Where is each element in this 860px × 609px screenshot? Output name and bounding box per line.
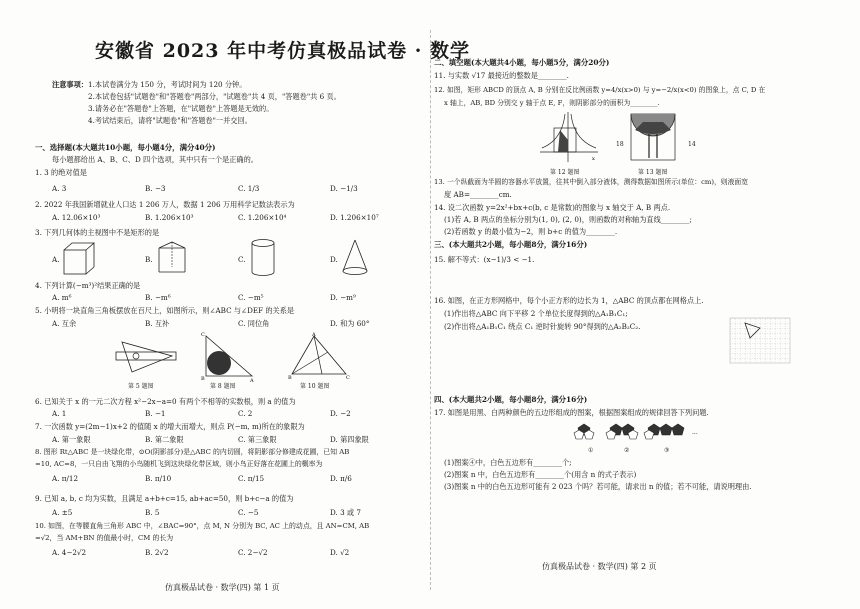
q6-option-b: B. −1 — [145, 409, 166, 418]
q14-stem: 14. 设二次函数 y=2x²+bx+c(b, c 是常数)的图象与 x 轴交于 A, B 两点. — [434, 203, 671, 212]
svg-text:A: A — [312, 332, 316, 338]
figure-q17-label-2: ② — [624, 447, 630, 454]
q10-option-c: C. 2−√2 — [238, 548, 268, 557]
q3-option-c: C. — [238, 255, 246, 264]
figure-q17-ellipsis: ... — [692, 429, 698, 436]
q5-option-c: C. 同位角 — [238, 319, 270, 328]
q3-option-a: A. — [52, 255, 60, 264]
q10-stem-line1: 10. 如图，在等腰直角三角形 ABC 中，∠BAC=90°，点 M, N 分别为 BC, AC 上的动点，且 AN=CM, AB — [35, 522, 370, 530]
q10-stem-line2: =√2，当 AM+BN 的值最小时，CM 的长为 — [35, 534, 174, 542]
q7-option-a: A. 第一象限 — [52, 435, 91, 444]
q6-stem: 6. 已知关于 x 的一元二次方程 x²−2x−a=0 有两个不相等的实数根，则 a 的值为 — [35, 397, 296, 406]
q7-option-d: D. 第四象限 — [330, 435, 369, 444]
q16-stem: 16. 如图，在正方形网格中，每个小正方形的边长为 1，△ABC 的顶点都在网格点上. — [434, 296, 704, 305]
note-2: 2.本试卷包括"试题卷"和"答题卷"两部分，"试题卷"共 4 页，"答题卷"共 6 页。 — [88, 92, 341, 101]
svg-text:C: C — [346, 375, 350, 381]
q4-stem: 4. 下列计算(−m³)²结果正确的是 — [35, 281, 141, 290]
q6-option-a: A. 1 — [52, 409, 67, 418]
figure-q17-label-1: ① — [588, 447, 594, 454]
footer-right: 仿真极品试卷 · 数学(四) 第 2 页 — [542, 562, 657, 571]
figure-q13-caption: 第 13 题图 — [638, 169, 668, 176]
q10-option-d: D. √2 — [330, 548, 350, 557]
q15-stem: 15. 解不等式：(x−1)/3 < −1. — [434, 255, 535, 264]
figure-q13-container — [625, 112, 687, 164]
q2-option-c: C. 1.206×10⁴ — [238, 213, 287, 222]
note-3: 3.请务必在"答题卷"上答题，在"试题卷"上答题是无效的。 — [88, 104, 274, 113]
q9-option-d: D. 3 或 7 — [330, 508, 361, 517]
q2-option-d: D. 1.206×10⁷ — [330, 213, 379, 222]
q6-option-c: C. 2 — [238, 409, 253, 418]
q11-stem: 11. 与实数 √17 最接近的整数是________. — [434, 71, 569, 80]
figure-q8-incircle — [200, 330, 256, 382]
q10-option-b: B. 2√2 — [145, 548, 169, 557]
q13-stem-line1: 13. 一个纵截面为半圆的容器水平放置，往其中倒入部分液体，测得数据如图所示(单位：cm)，则液面宽 — [434, 178, 748, 186]
q8-stem-line1: 8. 图形 Rt△ABC 是一块绿化带，⊙O(阴影部分)是△ABC 的内切圆，将阴影部分修建成花圃，已知 AB — [35, 448, 350, 456]
figure-q13-dim-14: 14 — [688, 141, 696, 148]
triangular-prism-figure — [156, 240, 188, 276]
q4-option-b: B. −m⁶ — [145, 293, 171, 302]
note-4: 4.考试结束后，请将"试题卷"和"答题卷"一并交回。 — [88, 116, 252, 125]
svg-text:x: x — [592, 156, 595, 162]
q1-option-c: C. 1/3 — [238, 184, 260, 193]
q3-stem: 3. 下列几何体的主视图中不是矩形的是 — [35, 228, 160, 237]
q7-option-b: B. 第二象限 — [145, 435, 184, 444]
q9-option-c: C. −5 — [238, 508, 259, 517]
q3-option-d: D. — [330, 255, 338, 264]
q16-part2: (2)作出将△A₁B₁C₁ 绕点 C₁ 逆时针旋转 90°得到的△A₂B₂C₂. — [444, 322, 641, 331]
notes-label: 注意事项： — [52, 80, 88, 89]
q8-option-d: D. π/6 — [330, 474, 352, 483]
q16-part1: (1)作出将△ABC 向下平移 2 个单位长度得到的△A₁B₁C₁; — [444, 309, 628, 318]
q8-stem-line2: =10, AC=8，一只自由飞翔的小鸟随机飞到这块绿化带区域，则小鸟正好落在花圃上的概率为 — [35, 460, 323, 468]
q1-option-d: D. −1/3 — [330, 184, 358, 193]
q5-option-a: A. 互余 — [52, 319, 77, 328]
q17-stem: 17. 如图是用黑、白两种颜色的五边形组成的图案，根据图案组成的规律回答下列问题. — [434, 408, 709, 417]
q1-stem: 1. 3 的绝对值是 — [35, 168, 87, 177]
q2-option-b: B. 1.206×10³ — [145, 213, 194, 222]
q17-part1: (1)图案④中，白色五边形有________个; — [444, 458, 572, 467]
q9-option-b: B. 5 — [145, 508, 160, 517]
q7-option-c: C. 第三象限 — [238, 435, 277, 444]
figure-q10-caption: 第 10 题图 — [300, 383, 330, 390]
figure-q12-caption: 第 12 题图 — [550, 169, 580, 176]
q1-option-b: B. −3 — [145, 184, 166, 193]
q8-option-a: A. π/12 — [52, 474, 79, 483]
q4-option-a: A. m⁶ — [52, 293, 72, 302]
note-1: 1.本试卷满分为 150 分，考试时间为 120 分钟。 — [88, 80, 247, 89]
svg-text:B: B — [201, 376, 205, 382]
q17-part3: (3)图案 n 中的白色五边形可能有 2 023 个吗？若可能，请求出 n 的值；若不可能，请说明理由. — [444, 482, 752, 491]
q14-part2: (2)若函数 y 的最小值为−2，则 b+c 的值为________. — [444, 227, 618, 236]
svg-text:B: B — [288, 375, 292, 381]
q2-stem: 2. 2022 年我国新增就业人口达 1 206 万人，数据 1 206 万用科学记数法表示为 — [35, 200, 295, 209]
section3-heading: 三、(本大题共2小题，每小题8分，满分16分) — [434, 240, 588, 249]
q2-option-a: A. 12.06×10³ — [52, 213, 101, 222]
section4-heading: 四、(本大题共2小题，每小题8分，满分16分) — [434, 395, 588, 404]
svg-text:A: A — [250, 378, 254, 384]
cylinder-figure — [250, 238, 276, 278]
rectangular-prism-figure — [62, 240, 96, 276]
q13-stem-line2: 度 AB=________cm. — [444, 190, 512, 199]
q14-part1: (1)若 A, B 两点的坐标分别为(1, 0), (2, 0)，则函数的对称轴为直线________; — [444, 215, 692, 224]
figure-q12-graph — [540, 110, 600, 166]
q8-option-b: B. π/10 — [145, 474, 172, 483]
figure-q5-caption: 第 5 题图 — [128, 383, 154, 390]
section1-sub: 每小题都给出 A、B、C、D 四个选项，其中只有一个是正确的。 — [52, 155, 258, 164]
figure-q17-label-3: ③ — [664, 447, 670, 454]
q4-option-c: C. −m⁵ — [238, 293, 264, 302]
q12-stem-line2: x 轴上，AB, BD 分别交 y 轴于点 E, F，则阴影部分的面积为________. — [444, 99, 660, 107]
q4-option-d: D. −m⁹ — [330, 293, 356, 302]
q6-option-d: D. −2 — [330, 409, 351, 418]
footer-left: 仿真极品试卷 · 数学(四) 第 1 页 — [165, 583, 280, 592]
q10-option-a: A. 4−2√2 — [52, 548, 87, 557]
q9-stem: 9. 已知 a, b, c 均为实数，且满足 a+b+c=15, ab+ac=50，则 b+c−a 的值为 — [35, 494, 294, 503]
q8-option-c: C. π/15 — [238, 474, 265, 483]
q9-option-a: A. ±5 — [52, 508, 73, 517]
paper-title: 安徽省 2023 年中考仿真极品试卷 · 数学 — [95, 40, 470, 62]
q5-stem: 5. 小明将一块直角三角板摆放在百尺上，如图所示，则∠ABC 与∠DEF 的关系是 — [35, 306, 295, 315]
section2-heading: 二、填空题(本大题共4小题，每小题5分，满分20分) — [434, 58, 610, 67]
cone-figure — [340, 238, 370, 278]
section1-heading: 一、选择题(本大题共10小题，每小题4分，满分40分) — [35, 143, 216, 152]
figure-q10-triangle — [288, 332, 352, 380]
figure-q16-grid — [730, 318, 794, 368]
q5-option-b: B. 互补 — [145, 319, 170, 328]
q12-stem-line1: 12. 如图，矩形 ABCD 的顶点 A, B 分别在反比例函数 y=4/x(x>0) 与 y=−2/x(x<0) 的图象上，点 C, D 在 — [434, 86, 766, 94]
figure-q5-ruler-triangle — [112, 332, 182, 380]
figure-q8-caption: 第 8 题图 — [210, 383, 236, 390]
svg-text:C: C — [201, 332, 205, 338]
q1-option-a: A. 3 — [52, 184, 67, 193]
figure-q17-pentagons — [570, 420, 690, 446]
figure-q13-dim-18: 18 — [616, 141, 624, 148]
q17-part2: (2)图案 n 中，白色五边形有________个(用含 n 的式子表示) — [444, 470, 637, 479]
page-right — [430, 0, 860, 609]
q3-option-b: B. — [145, 255, 153, 264]
q5-option-d: D. 和为 60° — [330, 319, 370, 328]
q7-stem: 7. 一次函数 y=(2m−1)x+2 的值随 x 的增大而增大，则点 P(−m, m)所在的象限为 — [35, 422, 305, 431]
